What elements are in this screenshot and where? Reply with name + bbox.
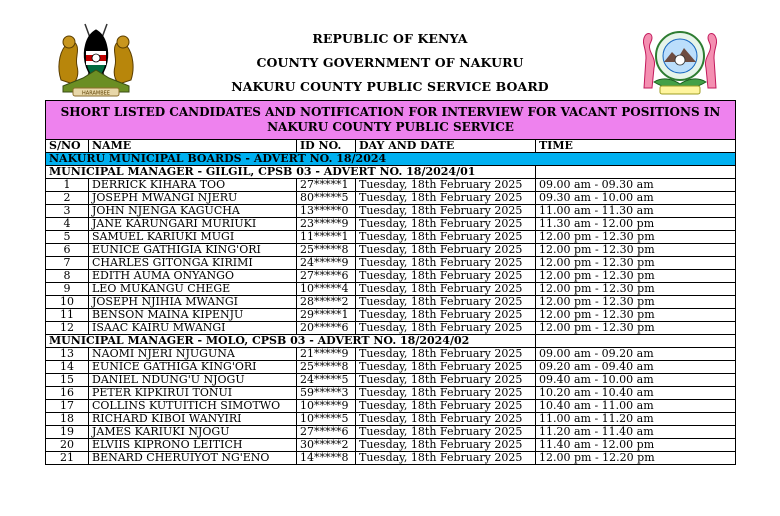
cell-id: 59*****3 [297, 387, 356, 400]
cell-time: 12.00 pm - 12.30 pm [536, 309, 736, 322]
cell-name: BENARD CHERUIYOT NG'ENO [89, 452, 297, 465]
cell-id: 27*****1 [297, 179, 356, 192]
cell-sno: 14 [46, 361, 89, 374]
cell-id: 13*****0 [297, 205, 356, 218]
cell-date: Tuesday, 18th February 2025 [356, 192, 536, 205]
candidates-table [45, 100, 736, 465]
cell-time: 09.30 am - 10.00 am [536, 192, 736, 205]
cell-time: 09.00 am - 09.20 am [536, 348, 736, 361]
column-header-sno: S/NO [46, 140, 89, 153]
table-row [46, 426, 736, 439]
cell-date: Tuesday, 18th February 2025 [356, 452, 536, 465]
column-header-date: DAY AND DATE [356, 140, 536, 153]
table-row [46, 257, 736, 270]
cell-time: 11.20 am - 11.40 am [536, 426, 736, 439]
cell-name: JAMES KARIUKI NJOGU [89, 426, 297, 439]
cell-time: 11.00 am - 11.30 am [536, 205, 736, 218]
cell-sno: 19 [46, 426, 89, 439]
board-heading: NAKURU MUNICIPAL BOARDS - ADVERT NO. 18/2024 [46, 153, 736, 166]
cell-name: PETER KIPKIRUI TONUI [89, 387, 297, 400]
cell-id: 10*****5 [297, 413, 356, 426]
section-heading: MUNICIPAL MANAGER - MOLO, CPSB 03 - ADVERT NO. 18/2024/02 [46, 335, 536, 348]
cell-id: 20*****6 [297, 322, 356, 335]
cell-name: BENSON MAINA KIPENJU [89, 309, 297, 322]
cell-date: Tuesday, 18th February 2025 [356, 361, 536, 374]
cell-name: NAOMI NJERI NJUGUNA [89, 348, 297, 361]
header-board: NAKURU COUNTY PUBLIC SERVICE BOARD [231, 79, 549, 94]
cell-sno: 2 [46, 192, 89, 205]
cell-date: Tuesday, 18th February 2025 [356, 244, 536, 257]
section-heading: MUNICIPAL MANAGER - GILGIL, CPSB 03 - ADVERT NO. 18/2024/01 [46, 166, 536, 179]
table-row [46, 322, 736, 335]
document-header [0, 0, 780, 100]
cell-sno: 16 [46, 387, 89, 400]
section-heading-row [46, 335, 736, 348]
table-row [46, 387, 736, 400]
cell-time: 09.20 am - 09.40 am [536, 361, 736, 374]
table-row [46, 205, 736, 218]
table-row [46, 218, 736, 231]
cell-time: 09.40 am - 10.00 am [536, 374, 736, 387]
cell-date: Tuesday, 18th February 2025 [356, 426, 536, 439]
cell-id: 25*****8 [297, 361, 356, 374]
table-row [46, 374, 736, 387]
cell-id: 27*****6 [297, 426, 356, 439]
cell-time: 11.00 am - 11.20 am [536, 413, 736, 426]
cell-sno: 9 [46, 283, 89, 296]
table-row [46, 348, 736, 361]
cell-date: Tuesday, 18th February 2025 [356, 231, 536, 244]
cell-time: 12.00 pm - 12.30 pm [536, 270, 736, 283]
cell-sno: 20 [46, 439, 89, 452]
cell-name: ELVIIS KIPRONO LEITICH [89, 439, 297, 452]
coat-of-arms-logo [55, 18, 137, 98]
cell-name: DANIEL NDUNG'U NJOGU [89, 374, 297, 387]
section-heading-blank [536, 166, 736, 179]
cell-date: Tuesday, 18th February 2025 [356, 348, 536, 361]
cell-sno: 6 [46, 244, 89, 257]
cell-name: EUNICE GATHIGA KING'ORI [89, 361, 297, 374]
cell-date: Tuesday, 18th February 2025 [356, 257, 536, 270]
cell-sno: 13 [46, 348, 89, 361]
cell-date: Tuesday, 18th February 2025 [356, 413, 536, 426]
cell-date: Tuesday, 18th February 2025 [356, 439, 536, 452]
cell-sno: 1 [46, 179, 89, 192]
column-header-id: ID NO. [297, 140, 356, 153]
cell-id: 14*****8 [297, 452, 356, 465]
cell-date: Tuesday, 18th February 2025 [356, 400, 536, 413]
cell-sno: 10 [46, 296, 89, 309]
column-header-name: NAME [89, 140, 297, 153]
cell-time: 12.00 pm - 12.30 pm [536, 283, 736, 296]
cell-sno: 4 [46, 218, 89, 231]
cell-time: 11.40 am - 12.00 pm [536, 439, 736, 452]
cell-id: 28*****2 [297, 296, 356, 309]
cell-sno: 21 [46, 452, 89, 465]
table-row [46, 231, 736, 244]
cell-date: Tuesday, 18th February 2025 [356, 179, 536, 192]
candidates-document [45, 100, 735, 465]
cell-name: LEO MUKANGU CHEGE [89, 283, 297, 296]
table-row [46, 244, 736, 257]
cell-name: EUNICE GATHIGIA KING'ORI [89, 244, 297, 257]
board-heading-row [46, 153, 736, 166]
table-row [46, 309, 736, 322]
cell-id: 10*****9 [297, 400, 356, 413]
cell-name: COLLINS KUTUITICH SIMOTWO [89, 400, 297, 413]
cell-name: CHARLES GITONGA KIRIMI [89, 257, 297, 270]
cell-time: 12.00 pm - 12.20 pm [536, 452, 736, 465]
cell-date: Tuesday, 18th February 2025 [356, 218, 536, 231]
cell-id: 10*****4 [297, 283, 356, 296]
section-heading-row [46, 166, 736, 179]
cell-sno: 12 [46, 322, 89, 335]
cell-name: JOHN NJENGA KAGUCHA [89, 205, 297, 218]
cell-name: SAMUEL KARIUKI MUGI [89, 231, 297, 244]
cell-date: Tuesday, 18th February 2025 [356, 322, 536, 335]
cell-id: 80*****5 [297, 192, 356, 205]
cell-id: 23*****9 [297, 218, 356, 231]
cell-sno: 5 [46, 231, 89, 244]
cell-sno: 3 [46, 205, 89, 218]
cell-id: 30*****2 [297, 439, 356, 452]
header-republic: REPUBLIC OF KENYA [312, 31, 468, 46]
cell-time: 12.00 pm - 12.30 pm [536, 244, 736, 257]
cell-sno: 18 [46, 413, 89, 426]
cell-sno: 8 [46, 270, 89, 283]
cell-time: 12.00 pm - 12.30 pm [536, 231, 736, 244]
cell-date: Tuesday, 18th February 2025 [356, 283, 536, 296]
table-row [46, 179, 736, 192]
cell-name: RICHARD KIBOI WANYIRI [89, 413, 297, 426]
cell-date: Tuesday, 18th February 2025 [356, 387, 536, 400]
cell-id: 24*****9 [297, 257, 356, 270]
table-row [46, 192, 736, 205]
cell-name: JOSEPH NJIHIA MWANGI [89, 296, 297, 309]
cell-sno: 15 [46, 374, 89, 387]
cell-id: 21*****9 [297, 348, 356, 361]
table-row [46, 270, 736, 283]
table-row [46, 400, 736, 413]
cell-name: DERRICK KIHARA TOO [89, 179, 297, 192]
table-row [46, 296, 736, 309]
section-heading-blank [536, 335, 736, 348]
cell-date: Tuesday, 18th February 2025 [356, 270, 536, 283]
document-title: SHORT LISTED CANDIDATES AND NOTIFICATION FOR INTERVIEW FOR VACANT POSITIONS IN NAKURU COUNTY PUBLIC SERVICE [46, 101, 736, 140]
table-row [46, 413, 736, 426]
cell-time: 09.00 am - 09.30 am [536, 179, 736, 192]
table-row [46, 439, 736, 452]
cell-time: 12.00 pm - 12.30 pm [536, 296, 736, 309]
cell-name: JANE KARUNGARI MURIUKI [89, 218, 297, 231]
table-row [46, 361, 736, 374]
cell-date: Tuesday, 18th February 2025 [356, 374, 536, 387]
cell-sno: 17 [46, 400, 89, 413]
cell-sno: 7 [46, 257, 89, 270]
cell-sno: 11 [46, 309, 89, 322]
column-header-time: TIME [536, 140, 736, 153]
cell-time: 10.20 am - 10.40 am [536, 387, 736, 400]
cell-time: 12.00 pm - 12.30 pm [536, 322, 736, 335]
cell-time: 12.00 pm - 12.30 pm [536, 257, 736, 270]
cell-date: Tuesday, 18th February 2025 [356, 309, 536, 322]
cell-name: EDITH AUMA ONYANGO [89, 270, 297, 283]
table-row [46, 283, 736, 296]
cell-id: 29*****1 [297, 309, 356, 322]
cell-date: Tuesday, 18th February 2025 [356, 296, 536, 309]
svg-text:HARAMBEE: HARAMBEE [82, 90, 110, 97]
header-county: COUNTY GOVERNMENT OF NAKURU [256, 55, 524, 70]
nakuru-county-emblem [634, 18, 726, 98]
column-header-row [46, 140, 736, 153]
cell-name: JOSEPH MWANGI NJERU [89, 192, 297, 205]
cell-name: ISAAC KAIRU MWANGI [89, 322, 297, 335]
table-row [46, 452, 736, 465]
cell-id: 24*****5 [297, 374, 356, 387]
cell-time: 11.30 am - 12.00 pm [536, 218, 736, 231]
cell-id: 27*****6 [297, 270, 356, 283]
cell-date: Tuesday, 18th February 2025 [356, 205, 536, 218]
cell-id: 25*****8 [297, 244, 356, 257]
cell-time: 10.40 am - 11.00 am [536, 400, 736, 413]
cell-id: 11*****1 [297, 231, 356, 244]
